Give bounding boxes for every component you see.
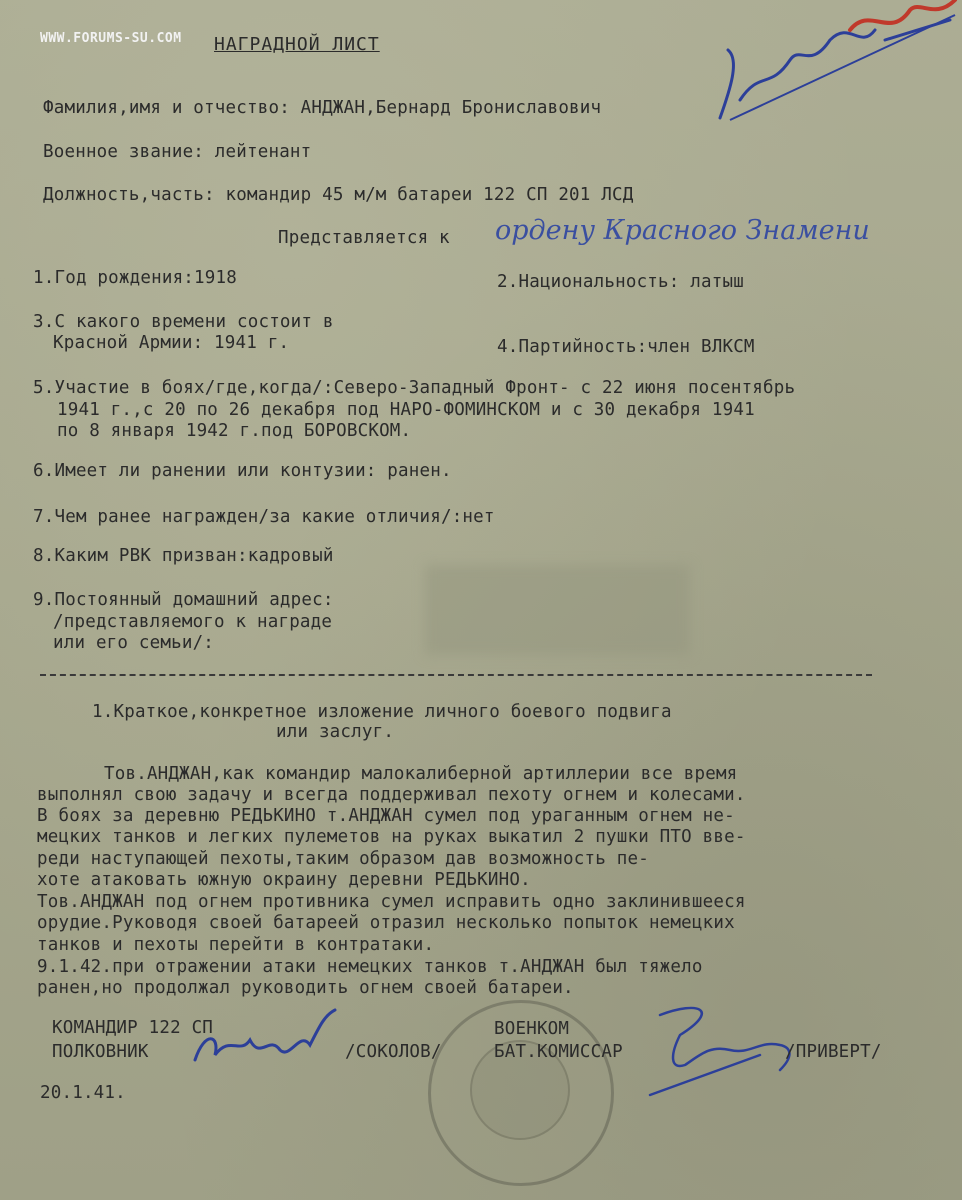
page-title: НАГРАДНОЙ ЛИСТ	[214, 34, 380, 55]
commander-signature	[185, 1005, 345, 1075]
field-5-line3: по 8 января 1942 г.под БОРОВСКОМ.	[57, 421, 412, 441]
field-7-previous-awards: 7.Чем ранее награжден/за какие отличия/:нет	[33, 507, 495, 527]
field-5-line2: 1941 г.,с 20 по 26 декабря под НАРО-ФОМИНСКОМ и с 30 декабря 1941	[57, 400, 755, 420]
body-line: реди наступающей пехоты,таким образом дав возможность пе-	[37, 849, 649, 869]
field-position: Должность,часть: командир 45 м/м батареи 122 СП 201 ЛСД	[43, 185, 634, 205]
field-9-line3: или его семьи/:	[53, 633, 215, 653]
body-line: выполнял свою задачу и всегда поддерживал пехоту огнем и колесами.	[37, 785, 746, 805]
field-8-conscription: 8.Каким РВК призван:кадровый	[33, 546, 334, 566]
body-line: ранен,но продолжал руководить огнем своей батареи.	[37, 978, 574, 998]
nominated-award-handwritten: ордену Красного Знамени	[495, 215, 870, 246]
field-1-birth-year: 1.Год рождения:1918	[33, 268, 237, 288]
field-6-wounds: 6.Имеет ли ранении или контузии: ранен.	[33, 461, 452, 481]
commander-title: КОМАНДИР 122 СП	[52, 1018, 214, 1038]
commissar-rank: БАТ.КОМИССАР	[494, 1042, 623, 1062]
body-line: хоте атаковать южную окраину деревни РЕДЬКИНО.	[37, 870, 531, 890]
commander-rank: ПОЛКОВНИК	[52, 1042, 149, 1062]
field-3-line2: Красной Армии: 1941 г.	[53, 333, 290, 353]
resolution-underline	[730, 15, 955, 120]
body-line: Тов.АНДЖАН,как командир малокалиберной артиллерии все время	[104, 764, 738, 784]
body-line: 9.1.42.при отражении атаки немецких танков т.АНДЖАН был тяжело	[37, 957, 703, 977]
body-line: Тов.АНДЖАН под огнем противника сумел исправить одно заклинившееся	[37, 892, 746, 912]
section-heading-line1: 1.Краткое,конкретное изложение личного боевого подвига	[92, 702, 672, 722]
resolution-scribble	[700, 0, 962, 140]
field-9-line2: /представляемого к награде	[53, 612, 333, 632]
field-rank: Военное звание: лейтенант	[43, 142, 312, 162]
field-9-line1: 9.Постоянный домашний адрес:	[33, 590, 334, 610]
field-4-party: 4.Партийность:член ВЛКСМ	[497, 337, 755, 357]
commissar-title: ВОЕНКОМ	[494, 1019, 570, 1039]
resolution-blue-stroke	[720, 20, 950, 118]
dashed-divider	[40, 674, 872, 676]
field-3-line1: 3.С какого времени состоит в	[33, 312, 334, 332]
field-2-nationality: 2.Национальность: латыш	[497, 272, 744, 292]
document-date: 20.1.41.	[40, 1083, 126, 1103]
body-line: танков и пехоты перейти в контратаки.	[37, 935, 435, 955]
body-line: мецких танков и легких пулеметов на руках выкатил 2 пушки ПТО вве-	[37, 827, 746, 847]
field-5-line1: 5.Участие в боях/где,когда/:Северо-Западный Фронт- с 22 июня посентябрь	[33, 378, 796, 398]
redacted-address	[425, 565, 690, 655]
commissar-name: /ПРИВЕРТ/	[785, 1042, 882, 1062]
watermark: WWW.FORUMS-SU.COM	[40, 31, 182, 46]
commander-name: /СОКОЛОВ/	[345, 1042, 442, 1062]
body-line: орудие.Руководя своей батареей отразил несколько попыток немецких	[37, 913, 735, 933]
section-heading-line2: или заслуг.	[276, 722, 395, 742]
resolution-red-stroke	[850, 0, 955, 30]
field-name: Фамилия,имя и отчество: АНДЖАН,Бернард Брониславович	[43, 98, 602, 118]
body-line: В боях за деревню РЕДЬКИНО т.АНДЖАН сумел под ураганным огнем не-	[37, 806, 735, 826]
nominated-prefix: Представляется к	[278, 228, 450, 248]
